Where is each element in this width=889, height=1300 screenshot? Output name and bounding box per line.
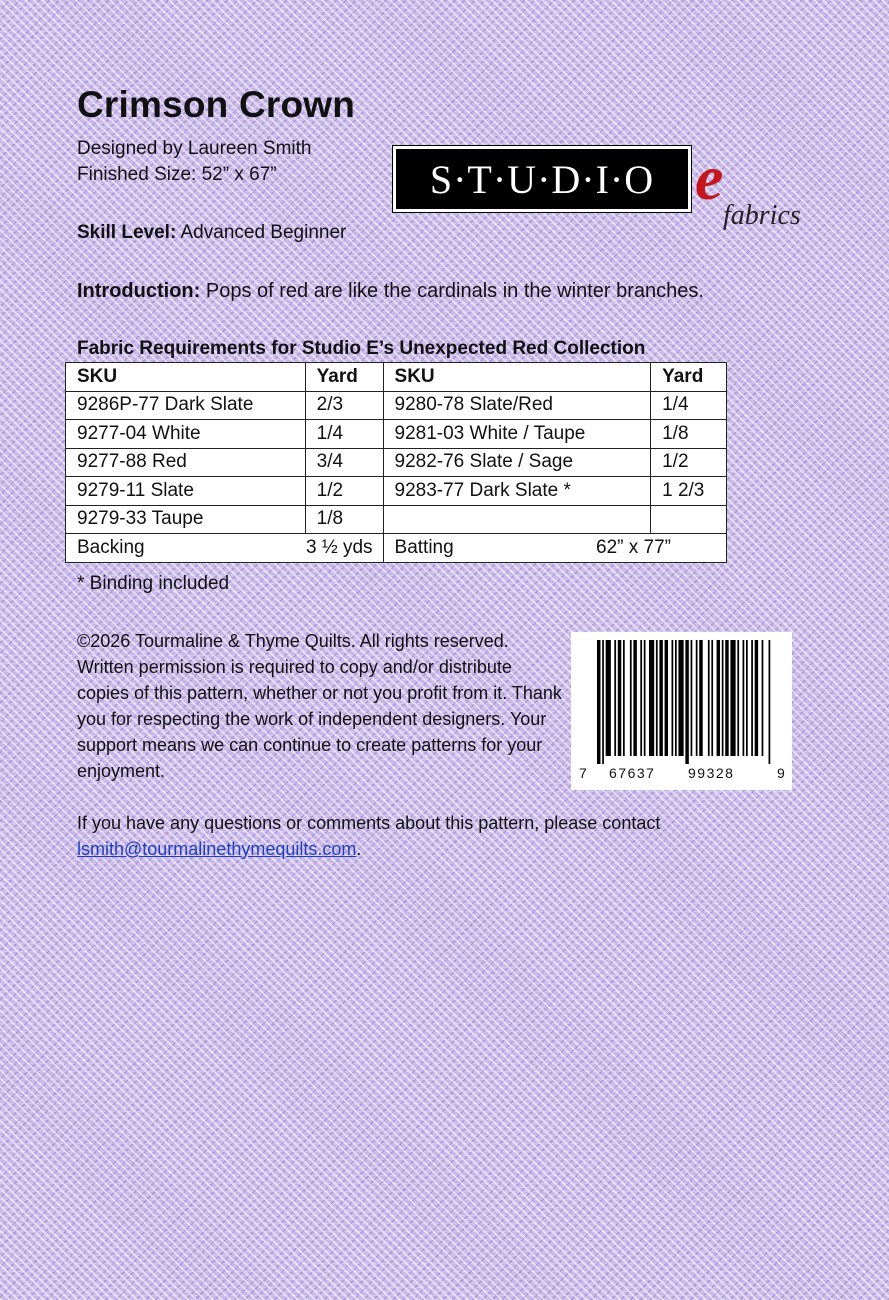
barcode-bar (711, 640, 713, 756)
barcode-bar (769, 640, 771, 764)
barcode-bar (618, 640, 621, 756)
barcode-bar (699, 640, 702, 756)
barcode-bar (737, 640, 739, 756)
copyright-notice: ©2026 Tourmaline & Thyme Quilts. All rights reserved. Written permission is required to copy and/or distribute copies of this pattern, whether or not you profit from it. Thank you for respecting the work of independent designers. Your support means we can continue to create patterns for your enjoyment. (77, 631, 562, 781)
binding-note: * Binding included (77, 573, 230, 594)
barcode-bar (630, 640, 632, 756)
barcode-bar (678, 640, 683, 756)
barcode-bar (746, 640, 748, 756)
barcode-bar (602, 640, 604, 764)
batting-label: Batting (394, 536, 454, 558)
barcode-bar (691, 640, 693, 756)
sku-cell (383, 505, 651, 534)
sku-cell: 9282-76 Slate / Sage (383, 448, 651, 477)
introduction-label: Introduction: (77, 280, 201, 302)
sku-cell: 9286P-77 Dark Slate (66, 391, 306, 420)
skill-level-value: Advanced Beginner (176, 222, 347, 243)
introduction (77, 280, 704, 303)
yard-cell: 2/3 (305, 391, 383, 420)
contact-end: . (356, 839, 362, 859)
studio-e-logo (393, 142, 823, 246)
finished-size-line: Finished Size: 52” x 67” (77, 164, 277, 185)
table-row (66, 477, 727, 506)
sku-header: SKU (383, 363, 651, 392)
barcode-bar (751, 640, 753, 756)
barcode-bar (708, 640, 710, 756)
barcode-bar (644, 640, 646, 756)
fabric-requirements-table (65, 362, 727, 563)
yard-cell: 1/2 (305, 477, 383, 506)
sku-cell: 9280-78 Slate/Red (383, 391, 651, 420)
barcode-bar (597, 640, 600, 764)
barcode-bar (665, 640, 668, 756)
yard-cell: 1/8 (305, 505, 383, 534)
barcode-bars-icon (597, 640, 772, 764)
logo-box (393, 146, 691, 212)
yard-header: Yard (305, 363, 383, 392)
barcode-bar (685, 640, 688, 764)
backing-label: Backing (77, 536, 145, 558)
barcode-bar (640, 640, 642, 756)
email-link[interactable]: lsmith@tourmalinethymequilts.com (77, 839, 357, 859)
yard-header: Yard (651, 363, 727, 392)
barcode-bar (725, 640, 728, 756)
table-row (66, 505, 727, 534)
sku-cell: 9279-11 Slate (66, 477, 306, 506)
yard-cell: 1/4 (305, 420, 383, 449)
skill-level (77, 222, 346, 244)
backing-cell (66, 534, 384, 563)
yard-cell: 3/4 (305, 448, 383, 477)
barcode-bar (649, 640, 654, 756)
barcode-bar (743, 640, 745, 756)
table-row (66, 391, 727, 420)
barcode-digit-left: 7 (579, 765, 587, 781)
yard-cell: 1/4 (651, 391, 727, 420)
barcode-digit-right: 9 (777, 765, 785, 781)
sku-cell: 9283-77 Dark Slate * (383, 477, 651, 506)
backing-value: 3 ½ yds (305, 536, 373, 558)
barcode-bar (656, 640, 658, 756)
table-row (66, 448, 727, 477)
batting-value: 62” x 77” (596, 536, 671, 558)
sku-cell: 9279-33 Taupe (66, 505, 306, 534)
fabric-requirements-title: Fabric Requirements for Studio E’s Unexpected Red Collection (77, 338, 646, 359)
logo-wordmark: S·T·U·D·I·O (429, 156, 655, 202)
barcode-bar (659, 640, 662, 756)
table-row (66, 420, 727, 449)
barcode-bar (672, 640, 674, 756)
barcode-bar (633, 640, 636, 756)
barcode-bar (722, 640, 724, 756)
yard-cell (651, 505, 727, 534)
barcode-group-right: 99328 (688, 765, 735, 781)
logo-fabrics-script: fabrics (723, 200, 801, 231)
barcode-bar (717, 640, 720, 756)
barcode-bar (755, 640, 758, 756)
table-header-row (66, 363, 727, 392)
introduction-text: Pops of red are like the cardinals in the winter branches. (200, 280, 704, 302)
yard-cell: 1/2 (651, 448, 727, 477)
barcode-bar (623, 640, 625, 756)
contact-text: If you have any questions or comments about this pattern, please contact (77, 813, 661, 833)
barcode-group-left: 67637 (609, 765, 656, 781)
designer-line: Designed by Laureen Smith (77, 138, 312, 159)
barcode-bar (614, 640, 616, 756)
barcode-bar (675, 640, 677, 756)
pattern-title: Crimson Crown (77, 84, 356, 125)
yard-cell: 1 2/3 (651, 477, 727, 506)
logo-e-mark: e (695, 142, 724, 213)
barcode-bar (696, 640, 698, 756)
sku-cell: 9277-88 Red (66, 448, 306, 477)
contact-line (77, 810, 777, 862)
yard-cell: 1/8 (651, 420, 727, 449)
barcode (571, 632, 792, 790)
sku-cell: 9277-04 White (66, 420, 306, 449)
barcode-bar (606, 640, 611, 756)
sku-header: SKU (66, 363, 306, 392)
table-row-backing-batting (66, 534, 727, 563)
batting-cell (383, 534, 726, 563)
barcode-bar (762, 640, 764, 756)
barcode-bar (730, 640, 735, 756)
skill-level-label: Skill Level: (77, 222, 177, 243)
sku-cell: 9281-03 White / Taupe (383, 420, 651, 449)
